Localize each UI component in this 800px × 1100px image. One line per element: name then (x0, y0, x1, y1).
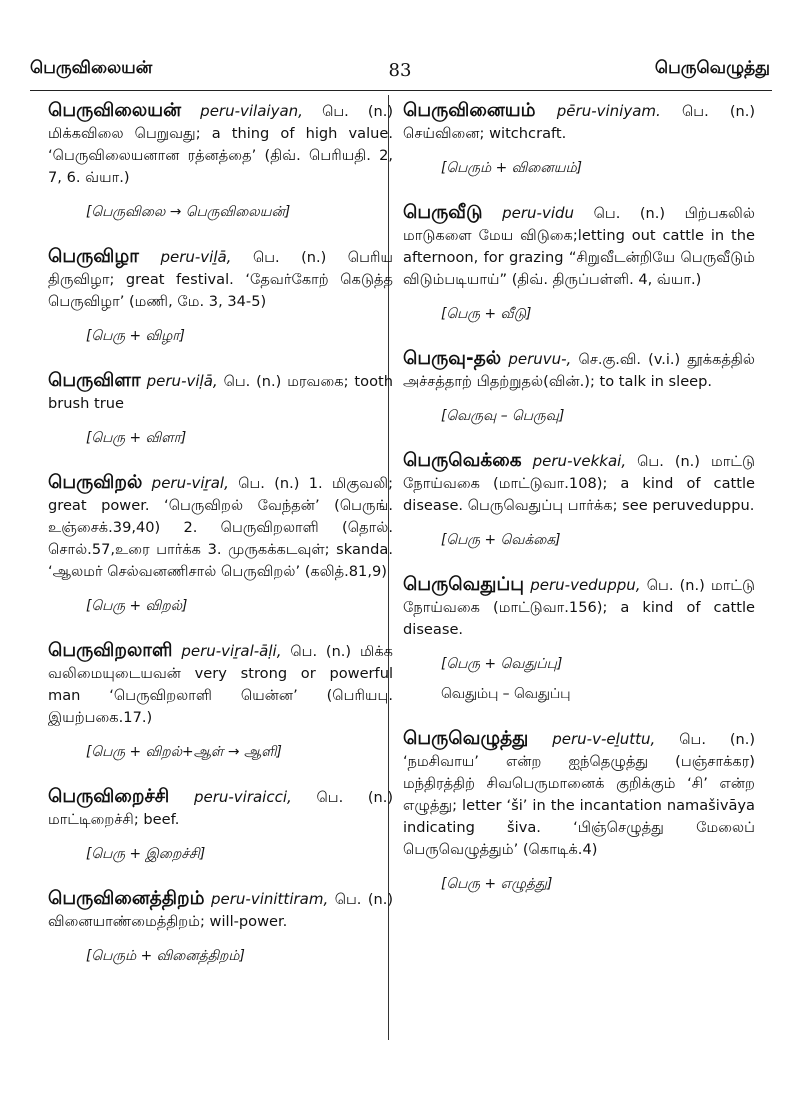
transliteration: peru-viraicci, (193, 788, 292, 806)
transliteration: peru-viṟal-āḷi, (181, 642, 282, 660)
entry (403, 348, 755, 426)
entry (48, 246, 393, 346)
grammar: பெ. (n.) (679, 732, 755, 748)
transliteration: peru-vidu (502, 204, 575, 222)
grammar: பெ. (n.) (322, 104, 393, 120)
headword: பெருவிலையன் (48, 100, 182, 121)
definition: மாட்டு நோய்வகை (மாட்டுவா.156); a kind of cattle disease. (403, 577, 756, 638)
headword: பெருவிளா (48, 370, 141, 391)
entry (48, 786, 393, 864)
headword: பெருவிறைச்சி (48, 786, 170, 807)
etymology: [பெரு + இறைச்சி] (86, 846, 206, 862)
definition: வினையாண்மைத்திறம்; will-power. (48, 913, 288, 930)
entry (403, 574, 755, 704)
entry (403, 100, 755, 178)
right-column (403, 100, 755, 918)
headword: பெருவிறல் (48, 472, 143, 493)
headword: பெருவினையம் (403, 100, 536, 121)
transliteration: peru-viḷā, (146, 372, 218, 390)
etymology-note: வெதும்பு – வெதுப்பு (441, 686, 571, 702)
definition: செய்வினை; witchcraft. (403, 125, 567, 142)
headword: பெருவீடு (403, 202, 483, 223)
transliteration: peru-viṟal, (151, 474, 229, 492)
etymology: [பெரு + வெக்கை] (441, 532, 561, 548)
grammar: செ.கு.வி. (v.i.) (578, 352, 681, 368)
transliteration: peru-vinittiram, (211, 890, 329, 908)
etymology: [வெருவு – பெருவு] (441, 408, 565, 424)
grammar: பெ. (n.) (593, 206, 665, 222)
definition: 1. மிகுவலி; great power. ‘பெருவிறல் வேந்தன்’ (பெருங். உஞ்சைக்.39,40) 2. பெருவிறலாளி (தொல். சொல்.57,உரை பார்க்க 3. முருகக்கடவுள்; skanda. ‘ஆலமர் செல்வனணிசால் பெருவிறல்’ (கலித்.81,9) (48, 475, 393, 580)
grammar: பெ. (n.) (646, 578, 705, 594)
page-number: 83 (388, 60, 412, 81)
headword: பெருவெழுத்து (403, 728, 529, 749)
etymology: [பெரு + வீடு] (441, 306, 532, 322)
entry (48, 472, 393, 616)
headword: பெருவு-தல் (403, 348, 502, 369)
transliteration: pēru-viniyam. (556, 102, 661, 120)
etymology: [பெரும் + வினைத்திறம்] (86, 948, 245, 964)
headword: பெருவெதுப்பு (403, 574, 524, 595)
grammar: பெ. (n.) (238, 476, 300, 492)
header-rule (30, 90, 772, 91)
header-right-guideword: பெருவெழுத்து (654, 58, 770, 78)
definition: தூக்கத்தில் அச்சத்தாற் பிதற்றுதல்(வின்.); to talk in sleep. (403, 351, 756, 390)
definition: மரவகை; tooth brush true (48, 373, 393, 412)
page-header (30, 58, 770, 88)
definition: மாட்டு நோய்வகை (மாட்டுவா.108); a kind of cattle disease. பெருவெதுப்பு பார்க்க; see peruveduppu. (403, 453, 756, 514)
definition: பெரிய திருவிழா; great festival. ‘தேவர்கோற் கெடுத்த பெருவிழா’ (மணி, மே. 3, 34-5) (48, 249, 394, 310)
definition: பிற்பகலில் மாடுகளை மேய விடுகை;letting out cattle in the afternoon, for grazing “சிறுவீடன்றியே பெருவீடும் விடும்படியாய்” (திவ். திருப்பள்ளி. 4, வ்யா.) (403, 205, 756, 288)
transliteration: peru-vilaiyan, (200, 102, 303, 120)
grammar: பெ. (n.) (637, 454, 700, 470)
etymology: [பெரு + எழுத்து] (441, 876, 553, 892)
etymology: [பெரும் + வினையம்] (441, 160, 583, 176)
entry (48, 370, 393, 448)
grammar: பெ. (n.) (252, 250, 327, 266)
header-left-guideword: பெருவிலையன் (30, 58, 153, 78)
entry (403, 450, 755, 550)
grammar: பெ. (n.) (223, 374, 282, 390)
transliteration: peru-vekkai, (532, 452, 627, 470)
entry (48, 640, 393, 762)
entry (403, 728, 755, 894)
etymology: [பெரு + வெதுப்பு] (441, 656, 563, 672)
entry (48, 100, 393, 222)
etymology: [பெருவிலை → பெருவிலையன்] (86, 204, 291, 220)
definition: ‘நமசிவாய’ என்ற ஐந்தெழுத்து (பஞ்சாக்கர) மந்திரத்திற் சிவபெருமானைக் குறிக்கும் ‘சி’ என்ற எழுத்து; letter ‘ši’ in the incantation namašivāya indicating šiva. ‘பிஞ்செழுத்து மேலைப் பெருவெழுத்தும்’ (கொடிக்.4) (403, 753, 755, 858)
definition: மிக்க வலிமையுடையவன் very strong or powerful man ‘பெருவிறலாளி யென்ன’ (பெரியபு. இயற்பகை.17.) (48, 643, 393, 726)
grammar: பெ. (n.) (682, 104, 755, 120)
transliteration: peruvu-, (508, 350, 572, 368)
headword: பெருவிழா (48, 246, 139, 267)
transliteration: peru-viḻā, (160, 248, 232, 266)
entry (48, 888, 393, 966)
headword: பெருவெக்கை (403, 450, 522, 471)
etymology: [பெரு + விழா] (86, 328, 185, 344)
definition: மாட்டிறைச்சி; beef. (48, 811, 180, 828)
left-column (48, 100, 393, 990)
transliteration: peru-veduppu, (530, 576, 641, 594)
grammar: பெ. (n.) (316, 790, 394, 806)
entry (403, 202, 755, 324)
definition: மிக்கவிலை பெறுவது; a thing of high value. ‘பெருவிலையனான ரத்னத்தை’ (திவ். பெரியதி. 2, 7, 6. வ்யா.) (48, 125, 393, 186)
grammar: பெ. (n.) (334, 892, 393, 908)
etymology: [பெரு + விளா] (86, 430, 187, 446)
headword: பெருவிறலாளி (48, 640, 173, 661)
grammar: பெ. (n.) (290, 644, 352, 660)
headword: பெருவினைத்திறம் (48, 888, 205, 909)
etymology: [பெரு + விறல்+ஆள் → ஆளி] (86, 744, 282, 760)
etymology: [பெரு + விறல்] (86, 598, 188, 614)
transliteration: peru-v-eḻuttu, (552, 730, 656, 748)
